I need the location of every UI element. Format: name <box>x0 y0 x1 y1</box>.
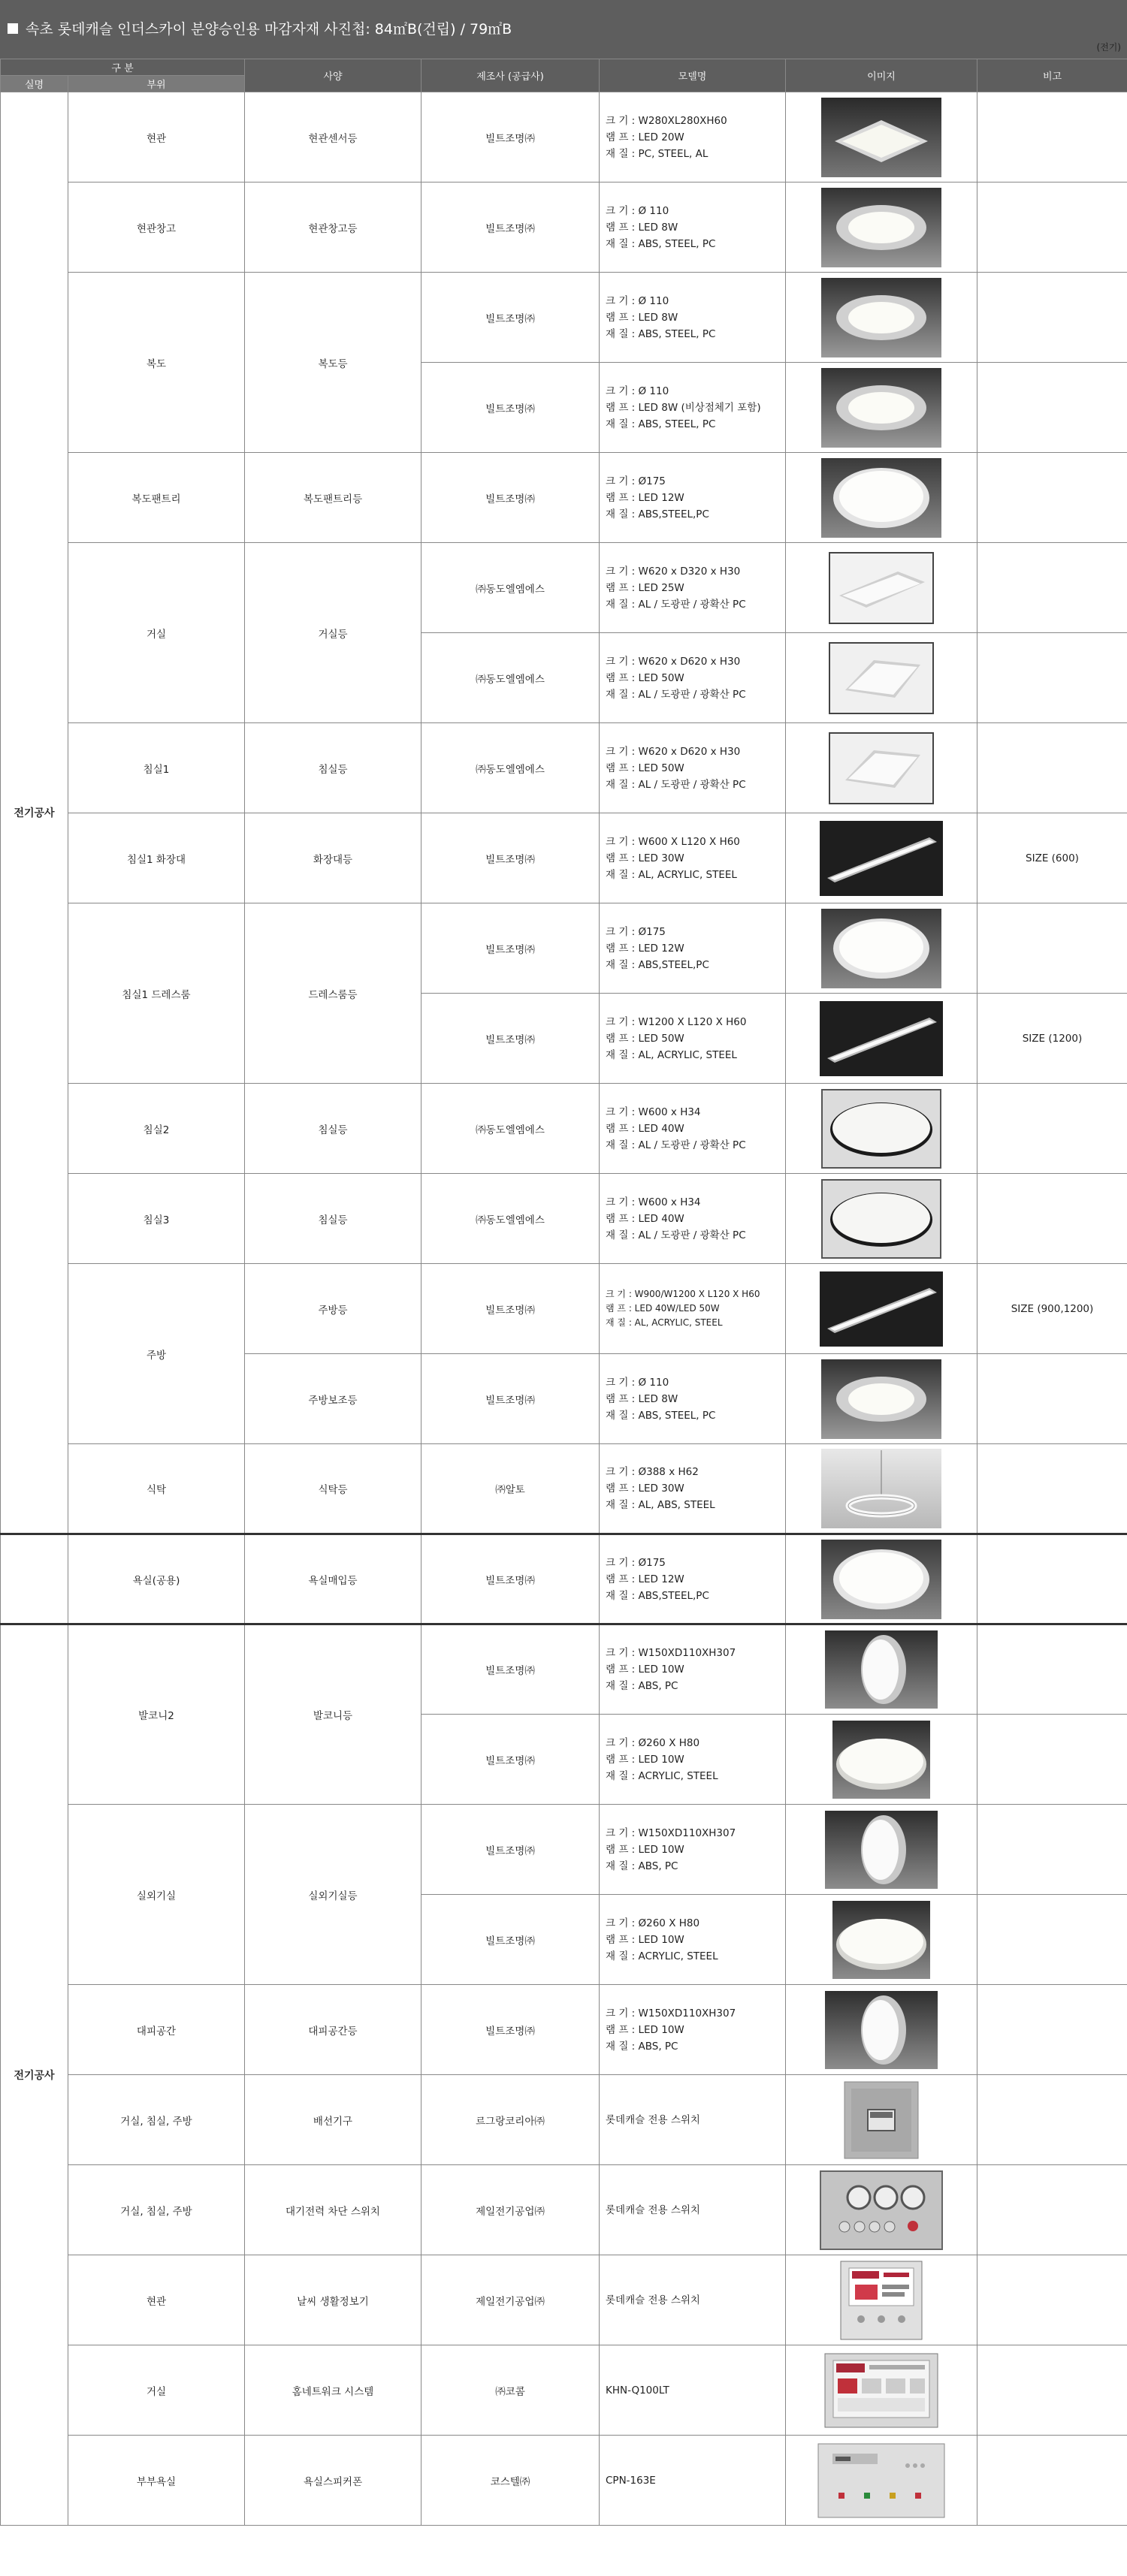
model-cell: 크 기 : W1200 X L120 X H60 램 프 : LED 50W 재 질 : AL, ACRYLIC, STEEL <box>600 994 786 1084</box>
downlight-icon <box>821 1359 941 1439</box>
wall-oval-light-icon <box>825 1811 938 1889</box>
model-cell: KHN-Q100LT <box>600 2345 786 2436</box>
table-row <box>1 1444 1127 1534</box>
dome-light-icon <box>832 1901 930 1979</box>
image-cell <box>786 453 977 543</box>
spec-cell: 침실등 <box>245 1174 421 1264</box>
maker-cell: ㈜동도엘엠에스 <box>421 723 600 813</box>
maker-cell: 빌트조명㈜ <box>421 813 600 903</box>
header-room: 실명 <box>1 76 68 92</box>
spec-cell: 복도팬트리등 <box>245 453 421 543</box>
model-cell: 크 기 : W620 x D320 x H30 램 프 : LED 25W 재 질 : AL / 도광판 / 광확산 PC <box>600 543 786 633</box>
table-row <box>1 1264 1127 1354</box>
image-cell <box>786 813 977 903</box>
image-cell <box>786 1624 977 1715</box>
model-cell: 크 기 : Ø260 X H80 램 프 : LED 10W 재 질 : ACRYLIC, STEEL <box>600 1715 786 1805</box>
note-cell <box>977 2075 1127 2165</box>
part-cell: 현관 <box>68 2255 245 2345</box>
section-label-empty <box>1 1534 68 1624</box>
note-cell <box>977 1624 1127 1715</box>
maker-cell: 빌트조명㈜ <box>421 1985 600 2075</box>
part-cell: 침실1 드레스룸 <box>68 903 245 1084</box>
part-cell: 복도팬트리 <box>68 453 245 543</box>
image-cell <box>786 1534 977 1624</box>
category-tag: (전기) <box>1096 42 1121 53</box>
model-cell: 크 기 : Ø175 램 프 : LED 12W 재 질 : ABS,STEEL,PC <box>600 903 786 994</box>
model-cell: 크 기 : Ø 110 램 프 : LED 8W 재 질 : ABS, STEEL, PC <box>600 273 786 363</box>
page-title <box>0 0 1127 59</box>
square-bullet-icon <box>8 23 18 34</box>
part-cell: 현관 <box>68 92 245 182</box>
image-cell <box>786 1444 977 1534</box>
model-cell: 롯데캐슬 전용 스위치 <box>600 2165 786 2255</box>
table-row <box>1 813 1127 903</box>
pendant-light-icon <box>821 1449 941 1528</box>
note-cell <box>977 543 1127 633</box>
maker-cell: 빌트조명㈜ <box>421 182 600 273</box>
note-cell <box>977 453 1127 543</box>
maker-cell: 빌트조명㈜ <box>421 1624 600 1715</box>
image-cell <box>786 273 977 363</box>
flat-round-light-icon <box>821 1179 941 1259</box>
weather-panel-icon <box>840 2261 923 2340</box>
model-cell: 크 기 : W600 X L120 X H60 램 프 : LED 30W 재 질 : AL, ACRYLIC, STEEL <box>600 813 786 903</box>
spec-cell: 현관센서등 <box>245 92 421 182</box>
part-cell: 거실, 침실, 주방 <box>68 2165 245 2255</box>
part-cell: 부부욕실 <box>68 2436 245 2526</box>
model-cell: 크 기 : Ø 110 램 프 : LED 8W (비상점체기 포함) 재 질 : ABS, STEEL, PC <box>600 363 786 453</box>
model-cell: CPN-163E <box>600 2436 786 2526</box>
maker-cell: 빌트조명㈜ <box>421 1895 600 1985</box>
wall-switch-icon <box>844 2081 919 2159</box>
image-cell <box>786 1084 977 1174</box>
note-cell <box>977 182 1127 273</box>
spec-cell: 복도등 <box>245 273 421 453</box>
wall-oval-light-icon <box>825 1630 938 1709</box>
maker-cell: 빌트조명㈜ <box>421 994 600 1084</box>
spec-cell: 욕실스피커폰 <box>245 2436 421 2526</box>
maker-cell: 빌트조명㈜ <box>421 1805 600 1895</box>
downlight-icon <box>821 188 941 267</box>
maker-cell: 빌트조명㈜ <box>421 1534 600 1624</box>
header-group: 구 분 <box>1 59 245 76</box>
header-note: 비고 <box>977 59 1127 92</box>
table-row <box>1 543 1127 633</box>
note-cell <box>977 2345 1127 2436</box>
maker-cell: 빌트조명㈜ <box>421 273 600 363</box>
spec-cell: 주방등 <box>245 1264 421 1354</box>
rect-panel-icon <box>829 552 934 624</box>
page-title-text: 속초 롯데캐슬 인더스카이 분양승인용 마감자재 사진첩: 84㎡B(건립) / 79㎡B <box>26 21 512 38</box>
model-cell: 크 기 : W150XD110XH307 램 프 : LED 10W 재 질 : ABS, PC <box>600 1985 786 2075</box>
part-cell: 대피공간 <box>68 1985 245 2075</box>
part-cell: 거실 <box>68 2345 245 2436</box>
model-cell: 크 기 : W600 x H34 램 프 : LED 40W 재 질 : AL / 도광판 / 광확산 PC <box>600 1084 786 1174</box>
image-cell <box>786 1264 977 1354</box>
note-cell <box>977 2255 1127 2345</box>
part-cell: 침실1 화장대 <box>68 813 245 903</box>
linear-light-icon <box>820 1271 943 1347</box>
image-cell <box>786 1715 977 1805</box>
table-row <box>1 1805 1127 1895</box>
part-cell: 거실 <box>68 543 245 723</box>
note-cell <box>977 1985 1127 2075</box>
note-cell <box>977 723 1127 813</box>
part-cell: 욕실(공용) <box>68 1534 245 1624</box>
model-cell: 크 기 : Ø 110 램 프 : LED 8W 재 질 : ABS, STEEL, PC <box>600 182 786 273</box>
note-cell <box>977 1534 1127 1624</box>
maker-cell: 빌트조명㈜ <box>421 92 600 182</box>
note-cell: SIZE (1200) <box>977 994 1127 1084</box>
model-cell: 크 기 : Ø260 X H80 램 프 : LED 10W 재 질 : ACRYLIC, STEEL <box>600 1895 786 1985</box>
table-row <box>1 2345 1127 2436</box>
image-cell <box>786 903 977 994</box>
flat-round-light-icon <box>821 1089 941 1169</box>
spec-cell: 드레스룸등 <box>245 903 421 1084</box>
image-cell <box>786 2345 977 2436</box>
model-cell: 크 기 : W150XD110XH307 램 프 : LED 10W 재 질 : ABS, PC <box>600 1624 786 1715</box>
square-panel-icon <box>829 642 934 714</box>
spec-cell: 날씨 생활정보기 <box>245 2255 421 2345</box>
maker-cell: 제일전기공업㈜ <box>421 2165 600 2255</box>
model-cell: 크 기 : Ø 110 램 프 : LED 8W 재 질 : ABS, STEEL, PC <box>600 1354 786 1444</box>
image-cell <box>786 2436 977 2526</box>
part-cell: 실외기실 <box>68 1805 245 1985</box>
note-cell <box>977 273 1127 363</box>
spec-cell: 욕실매입등 <box>245 1534 421 1624</box>
image-cell <box>786 182 977 273</box>
image-cell <box>786 633 977 723</box>
model-cell: 롯데캐슬 전용 스위치 <box>600 2255 786 2345</box>
table-row <box>1 903 1127 994</box>
note-cell <box>977 1805 1127 1895</box>
bath-speakerphone-icon <box>817 2443 945 2518</box>
spec-cell: 홈네트워크 시스템 <box>245 2345 421 2436</box>
model-cell: 크 기 : W900/W1200 X L120 X H60 램 프 : LED 40W/LED 50W 재 질 : AL, ACRYLIC, STEEL <box>600 1264 786 1354</box>
table-row <box>1 2436 1127 2526</box>
table-row <box>1 1534 1127 1624</box>
model-cell: 크 기 : Ø388 x H62 램 프 : LED 30W 재 질 : AL, ABS, STEEL <box>600 1444 786 1534</box>
maker-cell: ㈜동도엘엠에스 <box>421 1084 600 1174</box>
part-cell: 현관창고 <box>68 182 245 273</box>
image-cell <box>786 1174 977 1264</box>
note-cell <box>977 2436 1127 2526</box>
maker-cell: 빌트조명㈜ <box>421 363 600 453</box>
image-cell <box>786 2255 977 2345</box>
linear-light-icon <box>820 821 943 896</box>
table-row <box>1 453 1127 543</box>
image-cell <box>786 2075 977 2165</box>
maker-cell: 빌트조명㈜ <box>421 453 600 543</box>
table-row <box>1 1174 1127 1264</box>
square-panel-icon <box>829 732 934 804</box>
downlight-icon <box>821 278 941 357</box>
note-cell <box>977 2165 1127 2255</box>
part-cell: 침실3 <box>68 1174 245 1264</box>
table-row <box>1 723 1127 813</box>
spec-cell: 발코니등 <box>245 1624 421 1805</box>
note-cell <box>977 903 1127 994</box>
part-cell: 주방 <box>68 1264 245 1444</box>
round-ceiling-light-icon <box>821 909 941 988</box>
spec-cell: 배선기구 <box>245 2075 421 2165</box>
spec-cell: 거실등 <box>245 543 421 723</box>
spec-cell: 대피공간등 <box>245 1985 421 2075</box>
spec-cell: 식탁등 <box>245 1444 421 1534</box>
maker-cell: ㈜동도엘엠에스 <box>421 1174 600 1264</box>
part-cell: 침실1 <box>68 723 245 813</box>
model-cell: 크 기 : W620 x D620 x H30 램 프 : LED 50W 재 질 : AL / 도광판 / 광확산 PC <box>600 633 786 723</box>
image-cell <box>786 994 977 1084</box>
image-cell <box>786 1985 977 2075</box>
image-cell <box>786 1354 977 1444</box>
note-cell <box>977 1444 1127 1534</box>
standby-switch-icon <box>820 2170 943 2250</box>
spec-cell: 침실등 <box>245 1084 421 1174</box>
maker-cell: 빌트조명㈜ <box>421 1715 600 1805</box>
note-cell <box>977 633 1127 723</box>
note-cell <box>977 1895 1127 1985</box>
spec-cell: 주방보조등 <box>245 1354 421 1444</box>
maker-cell: ㈜코콤 <box>421 2345 600 2436</box>
downlight-icon <box>821 368 941 448</box>
maker-cell: 르그랑코리아㈜ <box>421 2075 600 2165</box>
note-cell <box>977 363 1127 453</box>
home-network-panel-icon <box>824 2353 938 2428</box>
table-row <box>1 182 1127 273</box>
model-cell: 크 기 : W150XD110XH307 램 프 : LED 10W 재 질 : ABS, PC <box>600 1805 786 1895</box>
note-cell: SIZE (600) <box>977 813 1127 903</box>
model-cell: 크 기 : W600 x H34 램 프 : LED 40W 재 질 : AL / 도광판 / 광확산 PC <box>600 1174 786 1264</box>
image-cell <box>786 363 977 453</box>
table-row <box>1 1624 1127 1715</box>
note-cell <box>977 92 1127 182</box>
table-row <box>1 1985 1127 2075</box>
dome-light-icon <box>832 1721 930 1799</box>
note-cell: SIZE (900,1200) <box>977 1264 1127 1354</box>
model-cell: 롯데캐슬 전용 스위치 <box>600 2075 786 2165</box>
spec-cell: 대기전력 차단 스위치 <box>245 2165 421 2255</box>
spec-cell: 실외기실등 <box>245 1805 421 1985</box>
part-cell: 복도 <box>68 273 245 453</box>
note-cell <box>977 1174 1127 1264</box>
maker-cell: 빌트조명㈜ <box>421 903 600 994</box>
part-cell: 식탁 <box>68 1444 245 1534</box>
spec-cell: 화장대등 <box>245 813 421 903</box>
table-row <box>1 2255 1127 2345</box>
image-cell <box>786 2165 977 2255</box>
image-cell <box>786 543 977 633</box>
maker-cell: ㈜동도엘엠에스 <box>421 633 600 723</box>
maker-cell: 코스텔㈜ <box>421 2436 600 2526</box>
maker-cell: ㈜동도엘엠에스 <box>421 543 600 633</box>
maker-cell: 제일전기공업㈜ <box>421 2255 600 2345</box>
image-cell <box>786 1805 977 1895</box>
maker-cell: ㈜알토 <box>421 1444 600 1534</box>
maker-cell: 빌트조명㈜ <box>421 1354 600 1444</box>
materials-table <box>0 59 1127 2526</box>
round-ceiling-light-icon <box>821 1540 941 1619</box>
header-part: 부위 <box>68 76 245 92</box>
image-cell <box>786 92 977 182</box>
image-cell <box>786 1895 977 1985</box>
model-cell: 크 기 : Ø175 램 프 : LED 12W 재 질 : ABS,STEEL,PC <box>600 453 786 543</box>
wall-oval-light-icon <box>825 1991 938 2069</box>
table-row <box>1 1084 1127 1174</box>
table-row <box>1 92 1127 182</box>
linear-light-icon <box>820 1001 943 1076</box>
spec-cell: 현관창고등 <box>245 182 421 273</box>
part-cell: 발코니2 <box>68 1624 245 1805</box>
header-model: 모델명 <box>600 59 786 92</box>
model-cell: 크 기 : W280XL280XH60 램 프 : LED 20W 재 질 : PC, STEEL, AL <box>600 92 786 182</box>
model-cell: 크 기 : W620 x D620 x H30 램 프 : LED 50W 재 질 : AL / 도광판 / 광확산 PC <box>600 723 786 813</box>
header-maker: 제조사 (공급사) <box>421 59 600 92</box>
model-cell: 크 기 : Ø175 램 프 : LED 12W 재 질 : ABS,STEEL,PC <box>600 1534 786 1624</box>
part-cell: 침실2 <box>68 1084 245 1174</box>
image-cell <box>786 723 977 813</box>
header-image: 이미지 <box>786 59 977 92</box>
spec-cell: 침실등 <box>245 723 421 813</box>
table-row <box>1 2075 1127 2165</box>
note-cell <box>977 1354 1127 1444</box>
note-cell <box>977 1084 1127 1174</box>
maker-cell: 빌트조명㈜ <box>421 1264 600 1354</box>
square-panel-light-icon <box>821 98 941 177</box>
part-cell: 거실, 침실, 주방 <box>68 2075 245 2165</box>
section-label: 전기공사 <box>1 1624 68 2526</box>
table-row <box>1 2165 1127 2255</box>
round-ceiling-light-icon <box>821 458 941 538</box>
section-label: 전기공사 <box>1 92 68 1534</box>
note-cell <box>977 1715 1127 1805</box>
table-row <box>1 273 1127 363</box>
header-spec: 사양 <box>245 59 421 92</box>
